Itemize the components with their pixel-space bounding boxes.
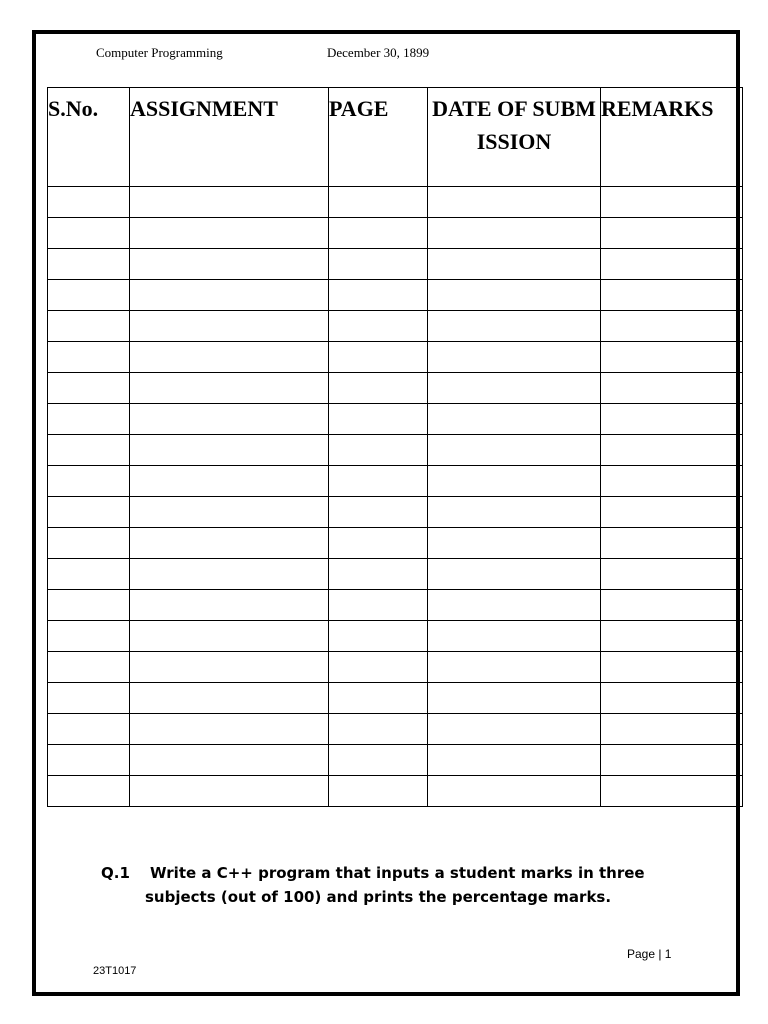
table-cell xyxy=(130,404,329,435)
table-cell xyxy=(601,528,743,559)
table-cell xyxy=(428,187,601,218)
table-cell xyxy=(428,249,601,280)
table-row xyxy=(48,559,743,590)
table-cell xyxy=(428,652,601,683)
table-row xyxy=(48,776,743,807)
table-row xyxy=(48,280,743,311)
table-row xyxy=(48,435,743,466)
table-cell xyxy=(428,404,601,435)
table-row xyxy=(48,528,743,559)
table-cell xyxy=(329,311,428,342)
table-cell xyxy=(428,342,601,373)
table-cell xyxy=(329,528,428,559)
table-cell xyxy=(428,311,601,342)
table-cell xyxy=(428,466,601,497)
table-cell xyxy=(601,497,743,528)
table-cell xyxy=(601,559,743,590)
table-cell xyxy=(48,280,130,311)
table-cell xyxy=(130,621,329,652)
table-cell xyxy=(130,218,329,249)
column-header-remarks: REMARKS xyxy=(601,88,743,187)
column-header-sno: S.No. xyxy=(48,88,130,187)
footer-code: 23T1017 xyxy=(93,965,137,977)
column-header-page: PAGE xyxy=(329,88,428,187)
table-cell xyxy=(48,745,130,776)
table-cell xyxy=(130,249,329,280)
table-row xyxy=(48,590,743,621)
table-cell xyxy=(48,559,130,590)
table-cell xyxy=(48,373,130,404)
table-cell xyxy=(329,280,428,311)
table-cell xyxy=(601,342,743,373)
table-cell xyxy=(428,745,601,776)
table-row xyxy=(48,187,743,218)
table-cell xyxy=(428,373,601,404)
table-cell xyxy=(329,621,428,652)
table-cell xyxy=(130,683,329,714)
column-header-date-of-submission: DATE OF SUBMISSION xyxy=(428,88,601,187)
table-cell xyxy=(329,249,428,280)
table-cell xyxy=(601,435,743,466)
question-line-1 xyxy=(101,861,701,885)
table-cell xyxy=(428,683,601,714)
table-cell xyxy=(130,528,329,559)
table-cell xyxy=(601,311,743,342)
table-row xyxy=(48,497,743,528)
table-cell xyxy=(601,373,743,404)
table-cell xyxy=(48,342,130,373)
table-row xyxy=(48,404,743,435)
table-cell xyxy=(130,280,329,311)
table-cell xyxy=(428,497,601,528)
table-cell xyxy=(130,745,329,776)
table-cell xyxy=(130,559,329,590)
table-cell xyxy=(601,714,743,745)
table-cell xyxy=(329,776,428,807)
page-number: Page | 1 xyxy=(627,947,672,961)
table-cell xyxy=(329,590,428,621)
table-cell xyxy=(601,249,743,280)
table-cell xyxy=(329,373,428,404)
table-cell xyxy=(329,435,428,466)
question-number: Q.1 xyxy=(101,864,130,882)
question-text-line-2: subjects (out of 100) and prints the percentage marks. xyxy=(145,888,612,906)
table-cell xyxy=(329,218,428,249)
assignment-register-table xyxy=(47,87,743,807)
table-row xyxy=(48,745,743,776)
table-cell xyxy=(130,776,329,807)
table-cell xyxy=(48,187,130,218)
table-row xyxy=(48,621,743,652)
table-cell xyxy=(329,187,428,218)
table-cell xyxy=(48,435,130,466)
table-row xyxy=(48,249,743,280)
table-header-row xyxy=(48,88,743,187)
table-cell xyxy=(601,683,743,714)
table-cell xyxy=(428,621,601,652)
table-cell xyxy=(48,528,130,559)
table-cell xyxy=(601,187,743,218)
table-cell xyxy=(601,280,743,311)
question-block xyxy=(101,861,701,909)
table-cell xyxy=(48,714,130,745)
table-cell xyxy=(130,187,329,218)
table-cell xyxy=(48,249,130,280)
table-cell xyxy=(48,218,130,249)
table-cell xyxy=(329,652,428,683)
table-row xyxy=(48,218,743,249)
table-cell xyxy=(329,745,428,776)
table-cell xyxy=(428,714,601,745)
table-cell xyxy=(601,621,743,652)
table-row xyxy=(48,683,743,714)
table-cell xyxy=(48,683,130,714)
table-cell xyxy=(329,497,428,528)
header-course-title: Computer Programming xyxy=(96,45,223,60)
table-cell xyxy=(601,590,743,621)
table-cell xyxy=(48,466,130,497)
table-cell xyxy=(428,435,601,466)
table-cell xyxy=(329,466,428,497)
table-cell xyxy=(601,404,743,435)
table-cell xyxy=(48,311,130,342)
table-cell xyxy=(48,621,130,652)
table-cell xyxy=(48,404,130,435)
table-cell xyxy=(428,559,601,590)
table-cell xyxy=(329,714,428,745)
table-cell xyxy=(48,652,130,683)
table-cell xyxy=(601,218,743,249)
table-row xyxy=(48,652,743,683)
table-row xyxy=(48,714,743,745)
question-text-line-1: Write a C++ program that inputs a student marks in three xyxy=(150,864,645,882)
table-cell xyxy=(130,714,329,745)
table-cell xyxy=(601,745,743,776)
table-cell xyxy=(428,280,601,311)
table-body xyxy=(48,187,743,807)
table-cell xyxy=(428,528,601,559)
table-cell xyxy=(428,218,601,249)
table-row xyxy=(48,311,743,342)
table-cell xyxy=(130,652,329,683)
table-cell xyxy=(601,652,743,683)
table-cell xyxy=(601,466,743,497)
table-cell xyxy=(329,342,428,373)
table-row xyxy=(48,373,743,404)
table-cell xyxy=(329,683,428,714)
table-cell xyxy=(130,311,329,342)
column-header-assignment: ASSIGNMENT xyxy=(130,88,329,187)
table-cell xyxy=(428,776,601,807)
table-cell xyxy=(329,404,428,435)
table-row xyxy=(48,342,743,373)
table-cell xyxy=(428,590,601,621)
table-row xyxy=(48,466,743,497)
table-cell xyxy=(130,466,329,497)
table-cell xyxy=(130,435,329,466)
table-cell xyxy=(130,590,329,621)
header-date: December 30, 1899 xyxy=(327,45,430,60)
table-cell xyxy=(130,342,329,373)
table-cell xyxy=(601,776,743,807)
table-cell xyxy=(130,373,329,404)
table-cell xyxy=(48,497,130,528)
table-cell xyxy=(48,776,130,807)
table-cell xyxy=(329,559,428,590)
table-cell xyxy=(48,590,130,621)
table-cell xyxy=(130,497,329,528)
